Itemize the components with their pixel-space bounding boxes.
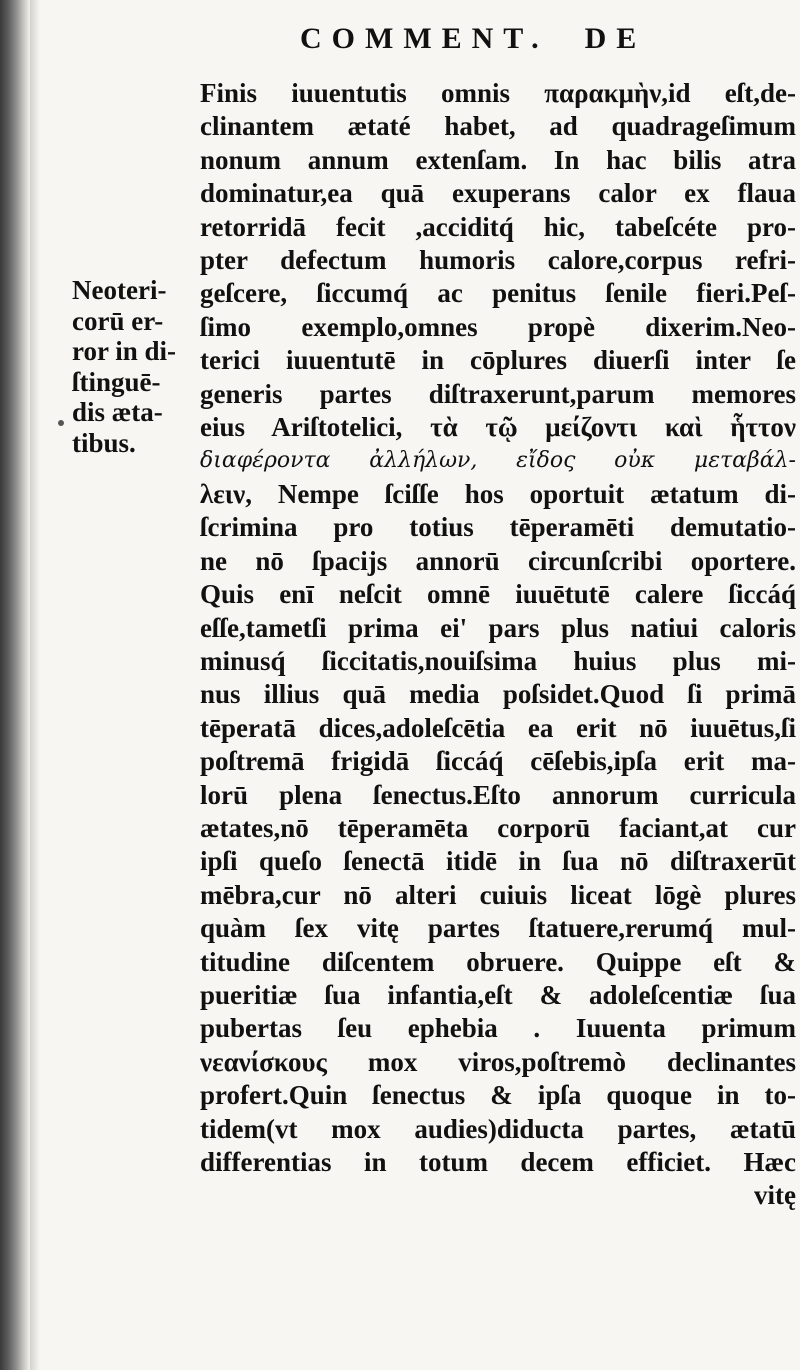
catchword: vitę bbox=[754, 1180, 796, 1211]
text-line: profert.Quin ſenectus & ipſa quoque in to- bbox=[200, 1080, 796, 1111]
running-header bbox=[300, 22, 800, 56]
body-text bbox=[200, 77, 796, 1213]
marginal-note-line: ror in di- bbox=[72, 336, 177, 366]
text-line: pueritiæ ſua infantia,eſt & adoleſcentiæ ſua bbox=[200, 979, 796, 1010]
text-line: generis partes diſtraxerunt,parum memores bbox=[200, 378, 796, 409]
text-line: retorridā fecit ,acciditq́ hic, tabeſcéte pro- bbox=[200, 211, 796, 242]
text-line: minusq́ ſiccitatis,nouiſsima huius plus mi- bbox=[200, 645, 796, 676]
marginal-note-line: tibus. bbox=[72, 427, 136, 458]
marginal-note-line: Neoteri- bbox=[72, 275, 167, 305]
text-line: ipſi queſo ſenectā itidē in ſua nō diſtraxerūt bbox=[200, 846, 796, 877]
text-line: ſcrimina pro totius tēperamēti demutatio- bbox=[200, 512, 796, 543]
text-line: νεανίσκους mox viros,poſtremò declinantes bbox=[200, 1046, 796, 1077]
text-line: lorū plena ſenectus.Eſto annorum curricula bbox=[200, 779, 796, 810]
text-line: Quis enī neſcit omnē iuuētutē calere ſiccáq́ bbox=[200, 579, 796, 610]
text-line: quàm ſex vitę partes ſtatuere,rerumq́ mul- bbox=[200, 913, 796, 944]
text-line: mēbra,cur nō alteri cuiuis liceat lōgè plures bbox=[200, 879, 796, 910]
book-binding bbox=[0, 0, 30, 1370]
text-line: pubertas ſeu ephebia . Iuuenta primum bbox=[200, 1013, 796, 1044]
text-line: tēperatā dices,adoleſcētia ea erit nō iuuētus,ſi bbox=[200, 712, 796, 743]
marginal-note bbox=[72, 275, 207, 458]
header-left: COMMENT. bbox=[300, 22, 549, 55]
marginal-note-line: dis æta- bbox=[72, 397, 163, 427]
text-line: clinantem ætaté habet, ad quadrageſimum bbox=[200, 111, 796, 142]
text-line: Finis iuuentutis omnis παρακμὴν,id eſt,de- bbox=[200, 78, 796, 108]
text-line: nus illius quā media poſsidet.Quod ſi primā bbox=[200, 679, 796, 710]
text-line: ætates,nō tēperamēta corporū faciant,at cur bbox=[200, 812, 796, 843]
text-line: terici iuuentutē in cōplures diuerſi inter ſe bbox=[200, 345, 796, 376]
text-line: ſimo exemplo,omnes propè dixerim.Neo- bbox=[200, 311, 796, 342]
text-line: eius Ariſtotelici, τὰ τῷ μείζοντι καὶ ἧττον bbox=[200, 412, 796, 443]
text-line: differentias in totum decem efficiet. Hæc bbox=[200, 1147, 796, 1177]
text-line: λειν, Nempe ſciſſe hos oportuit ætatum di- bbox=[200, 478, 796, 509]
binding-shadow bbox=[30, 0, 40, 1370]
text-line: titudine diſcentem obruere. Quippe eſt & bbox=[200, 946, 796, 977]
text-line: pter defectum humoris calore,corpus refri- bbox=[200, 245, 796, 276]
text-line: dominatur,ea quā exuperans calor ex flaua bbox=[200, 178, 796, 209]
text-line: poſtremā frigidā ſiccáq́ cēſebis,ipſa erit ma- bbox=[200, 746, 796, 777]
text-line: nonum annum extenſam. In hac bilis atra bbox=[200, 144, 796, 175]
marginal-mark bbox=[58, 420, 64, 426]
text-line: tidem(vt mox audies)diducta partes, ætatū bbox=[200, 1113, 796, 1144]
greek-text-line: διαφέροντα ἀλλήλων, εἴδος οὐκ μεταβάλ- bbox=[200, 448, 796, 474]
text-line: ne nō ſpacijs annorū circunſcribi oportere. bbox=[200, 545, 796, 576]
header-right: DE bbox=[584, 22, 647, 55]
text-line: eſſe,tametſi prima ei' pars plus natiui caloris bbox=[200, 612, 796, 643]
text-line: geſcere, ſiccumq́ ac penitus ſenile fieri.Peſ- bbox=[200, 278, 796, 309]
marginal-note-line: corū er- bbox=[72, 305, 164, 336]
marginal-note-line: ſtinguē- bbox=[72, 366, 161, 397]
